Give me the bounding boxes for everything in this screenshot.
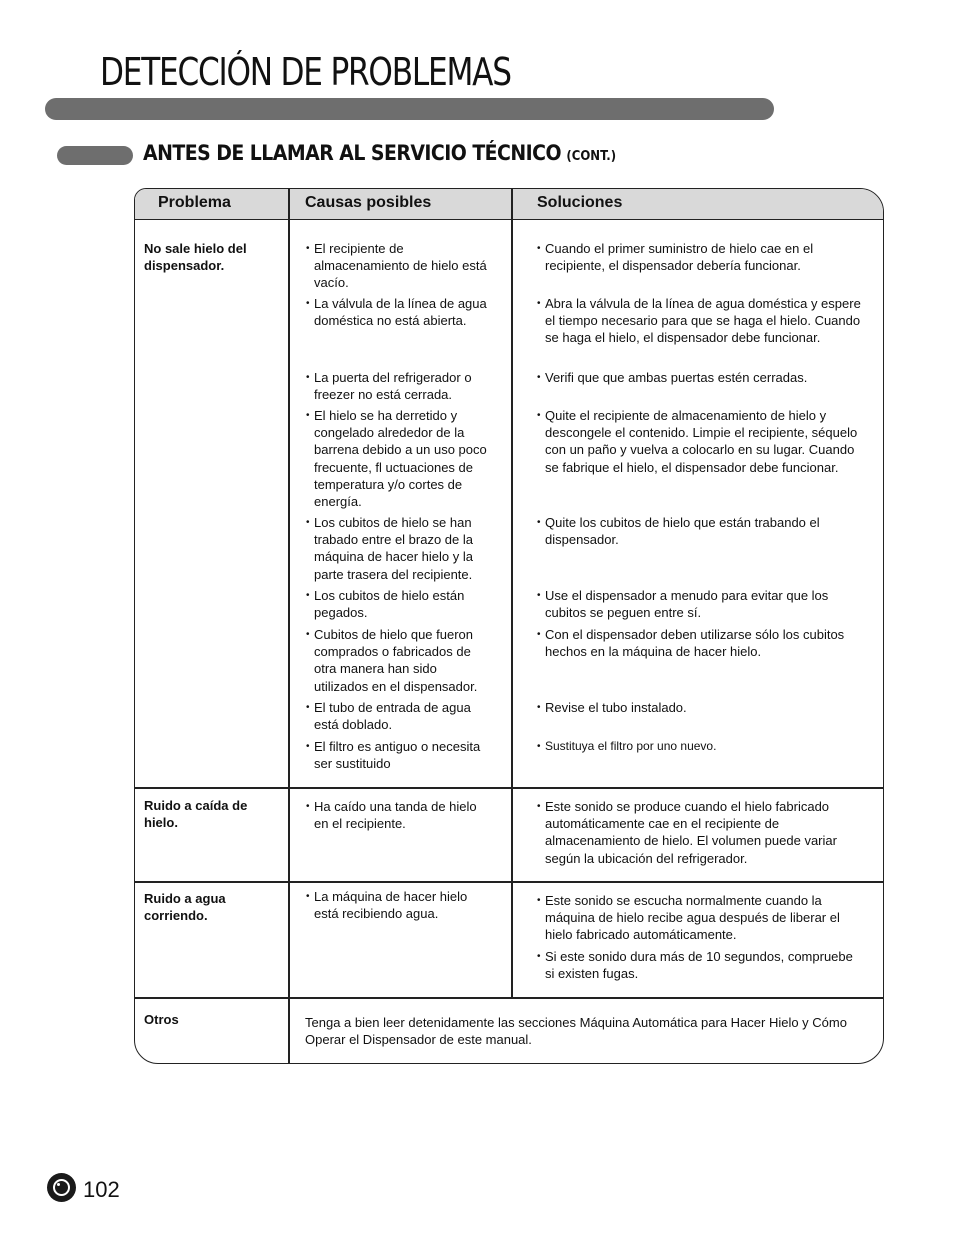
section-title <box>143 141 616 165</box>
problem-ice-noise: Ruido a caída de hielo. <box>144 798 248 831</box>
row-divider <box>135 787 883 789</box>
cause-item: • Ha caído una tanda de hielo en el recipiente. <box>306 798 494 832</box>
cause-item: • La puerta del refrigerador o freezer no está cerrada. <box>306 369 494 403</box>
lg-logo-icon <box>47 1173 76 1202</box>
solution-item: • Sustituya el filtro por uno nuevo. <box>537 738 862 755</box>
column-divider <box>511 189 513 998</box>
solution-item: • Verifi que que ambas puertas estén cerradas. <box>537 369 862 386</box>
solution-item: • Este sonido se escucha normalmente cuando la máquina de hielo recibe agua después de liberar el hielo fabricado automáticamente. <box>537 892 862 944</box>
lg-logo-ring <box>53 1179 70 1196</box>
page-number: 102 <box>83 1177 120 1202</box>
solution-item: • Revise el tubo instalado. <box>537 699 862 716</box>
row-divider <box>135 881 883 883</box>
section-title-suffix: (CONT.) <box>566 149 617 164</box>
section-title-text: ANTES DE LLAMAR AL SERVICIO TÉCNICO <box>143 141 562 165</box>
solution-item: • Use el dispensador a menudo para evitar que los cubitos se peguen entre sí. <box>537 587 862 621</box>
solution-item: • Este sonido se produce cuando el hielo fabricado automáticamente cae en el recipiente de almacenamiento de hielo. El volumen puede variar según la ubicación del refrigerador. <box>537 798 862 867</box>
solution-item: • Quite el recipiente de almacenamiento de hielo y descongele el contenido. Limpie el recipiente, séquelo con un paño y vuelva a colocarlo en su lugar. Cuando se fabrique el hielo, el dispensador debe funcionar. <box>537 407 862 476</box>
solution-item: • Con el dispensador deben utilizarse sólo los cubitos hechos en la máquina de hacer hielo. <box>537 626 862 660</box>
header-causes: Causas posibles <box>305 194 432 211</box>
header-problem: Problema <box>158 194 231 211</box>
lg-logo-dot <box>57 1183 60 1186</box>
cause-item: • La máquina de hacer hielo está recibiendo agua. <box>306 888 494 922</box>
cause-item: • El recipiente de almacenamiento de hielo está vacío. <box>306 240 494 292</box>
problem-water-noise: Ruido a agua corriendo. <box>144 891 226 924</box>
title-underline-bar <box>45 98 774 120</box>
cause-item: • Cubitos de hielo que fueron comprados o fabricados de otra manera han sido utilizados en el dispensador. <box>306 626 494 695</box>
cause-item: • La válvula de la línea de agua doméstica no está abierta. <box>306 295 494 329</box>
column-divider <box>288 189 290 1064</box>
cause-item: • Los cubitos de hielo están pegados. <box>306 587 494 621</box>
solution-item: • Si este sonido dura más de 10 segundos, compruebe si existen fugas. <box>537 948 862 982</box>
cause-item: • El hielo se ha derretido y congelado alrededor de la barrena debido a un uso poco frecuente, fl uctuaciones de temperatura y/o cortes de energía. <box>306 407 494 510</box>
table-header <box>135 189 883 220</box>
problem-others: Otros <box>144 1012 179 1027</box>
row-divider <box>135 997 883 999</box>
problem-no-ice: No sale hielo del dispensador. <box>144 241 247 274</box>
cause-item: • Los cubitos de hielo se han trabado entre el brazo de la máquina de hacer hielo y la parte trasera del recipiente. <box>306 514 494 583</box>
page-title: DETECCIÓN DE PROBLEMAS <box>100 50 511 94</box>
troubleshooting-table <box>134 188 884 1064</box>
cause-item: • El tubo de entrada de agua está doblado. <box>306 699 494 733</box>
solution-item: • Cuando el primer suministro de hielo cae en el recipiente, el dispensador debería funcionar. <box>537 240 862 274</box>
cause-item: • El filtro es antiguo o necesita ser sustituido <box>306 738 494 772</box>
solution-item: • Abra la válvula de la línea de agua doméstica y espere el tiempo necesario para que se haga el hielo. Cuando se haga el hielo, el dispensador debe funcionar. <box>537 295 862 347</box>
section-marker-pill <box>57 146 133 165</box>
others-text: Tenga a bien leer detenidamente las secciones Máquina Automática para Hacer Hielo y Cómo Operar el Dispensador de este manual. <box>305 1015 847 1048</box>
header-solutions: Soluciones <box>537 194 623 211</box>
solution-item: • Quite los cubitos de hielo que están trabando el dispensador. <box>537 514 862 548</box>
